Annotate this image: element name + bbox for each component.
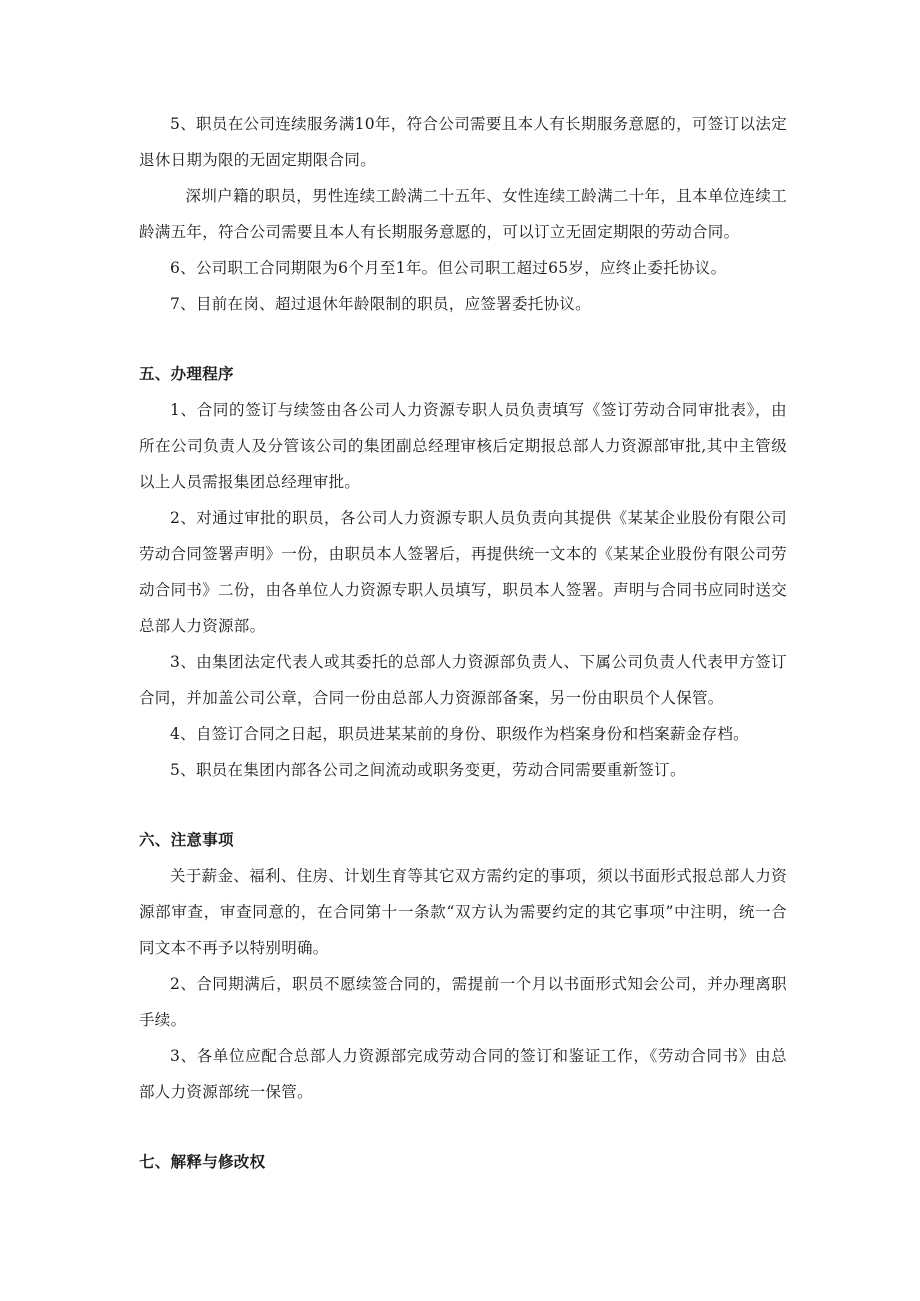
paragraph-procedure-1: 1、合同的签订与续签由各公司人力资源专职人员负责填写《签订劳动合同审批表》，由所在公司负责人及分管该公司的集团副总经理审核后定期报总部人力资源部审批,其中主管级以上人员需报集团总经理审批。 [139, 401, 787, 491]
paragraph-procedure-5: 5、职员在集团内部各公司之间流动或职务变更，劳动合同需要重新签订。 [170, 761, 686, 779]
document-body [139, 106, 787, 1180]
paragraph-procedure-3: 3、由集团法定代表人或其委托的总部人力资源部负责人、下属公司负责人代表甲方签订合同，并加盖公司公章，合同一份由总部人力资源部备案，另一份由职员个人保管。 [139, 653, 787, 707]
paragraph-notes-1: 关于薪金、福利、住房、计划生育等其它双方需约定的事项，须以书面形式报总部人力资源部审查，审查同意的，在合同第十一条款“双方认为需要约定的其它事项”中注明，统一合同文本不再予以特别明确。 [139, 867, 787, 957]
paragraph-procedure-2: 2、对通过审批的职员，各公司人力资源专职人员负责向其提供《某某企业股份有限公司劳动合同签署声明》一份，由职员本人签署后，再提供统一文本的《某某企业股份有限公司劳动合同书》二份，由各单位人力资源专职人员填写，职员本人签署。声明与合同书应同时送交总部人力资源部。 [139, 509, 787, 635]
section-heading-interpretation: 七、解释与修改权 [139, 1153, 266, 1171]
section-spacer [139, 1110, 787, 1144]
paragraph-clause-7: 7、目前在岗、超过退休年龄限制的职员，应签署委托协议。 [170, 295, 591, 313]
section-spacer [139, 788, 787, 822]
paragraph-shenzhen-hukou: 深圳户籍的职员，男性连续工龄满二十五年、女性连续工龄满二十年，且本单位连续工龄满五年，符合公司需要且本人有长期服务意愿的，可以订立无固定期限的劳动合同。 [139, 187, 787, 241]
paragraph-clause-5: 5、职员在公司连续服务满10年，符合公司需要且本人有长期服务意愿的，可签订以法定退休日期为限的无固定期限合同。 [139, 115, 787, 169]
section-heading-procedure: 五、办理程序 [139, 365, 234, 383]
section-spacer [139, 322, 787, 356]
paragraph-notes-3: 3、各单位应配合总部人力资源部完成劳动合同的签订和鉴证工作，《劳动合同书》由总部人力资源部统一保管。 [139, 1047, 787, 1101]
paragraph-notes-2: 2、合同期满后，职员不愿续签合同的，需提前一个月以书面形式知会公司，并办理离职手续。 [139, 975, 787, 1029]
paragraph-procedure-4: 4、自签订合同之日起，职员进某某前的身份、职级作为档案身份和档案薪金存档。 [170, 725, 749, 743]
section-heading-notes: 六、注意事项 [139, 831, 234, 849]
paragraph-clause-6: 6、公司职工合同期限为6个月至1年。但公司职工超过65岁，应终止委托协议。 [170, 259, 727, 277]
